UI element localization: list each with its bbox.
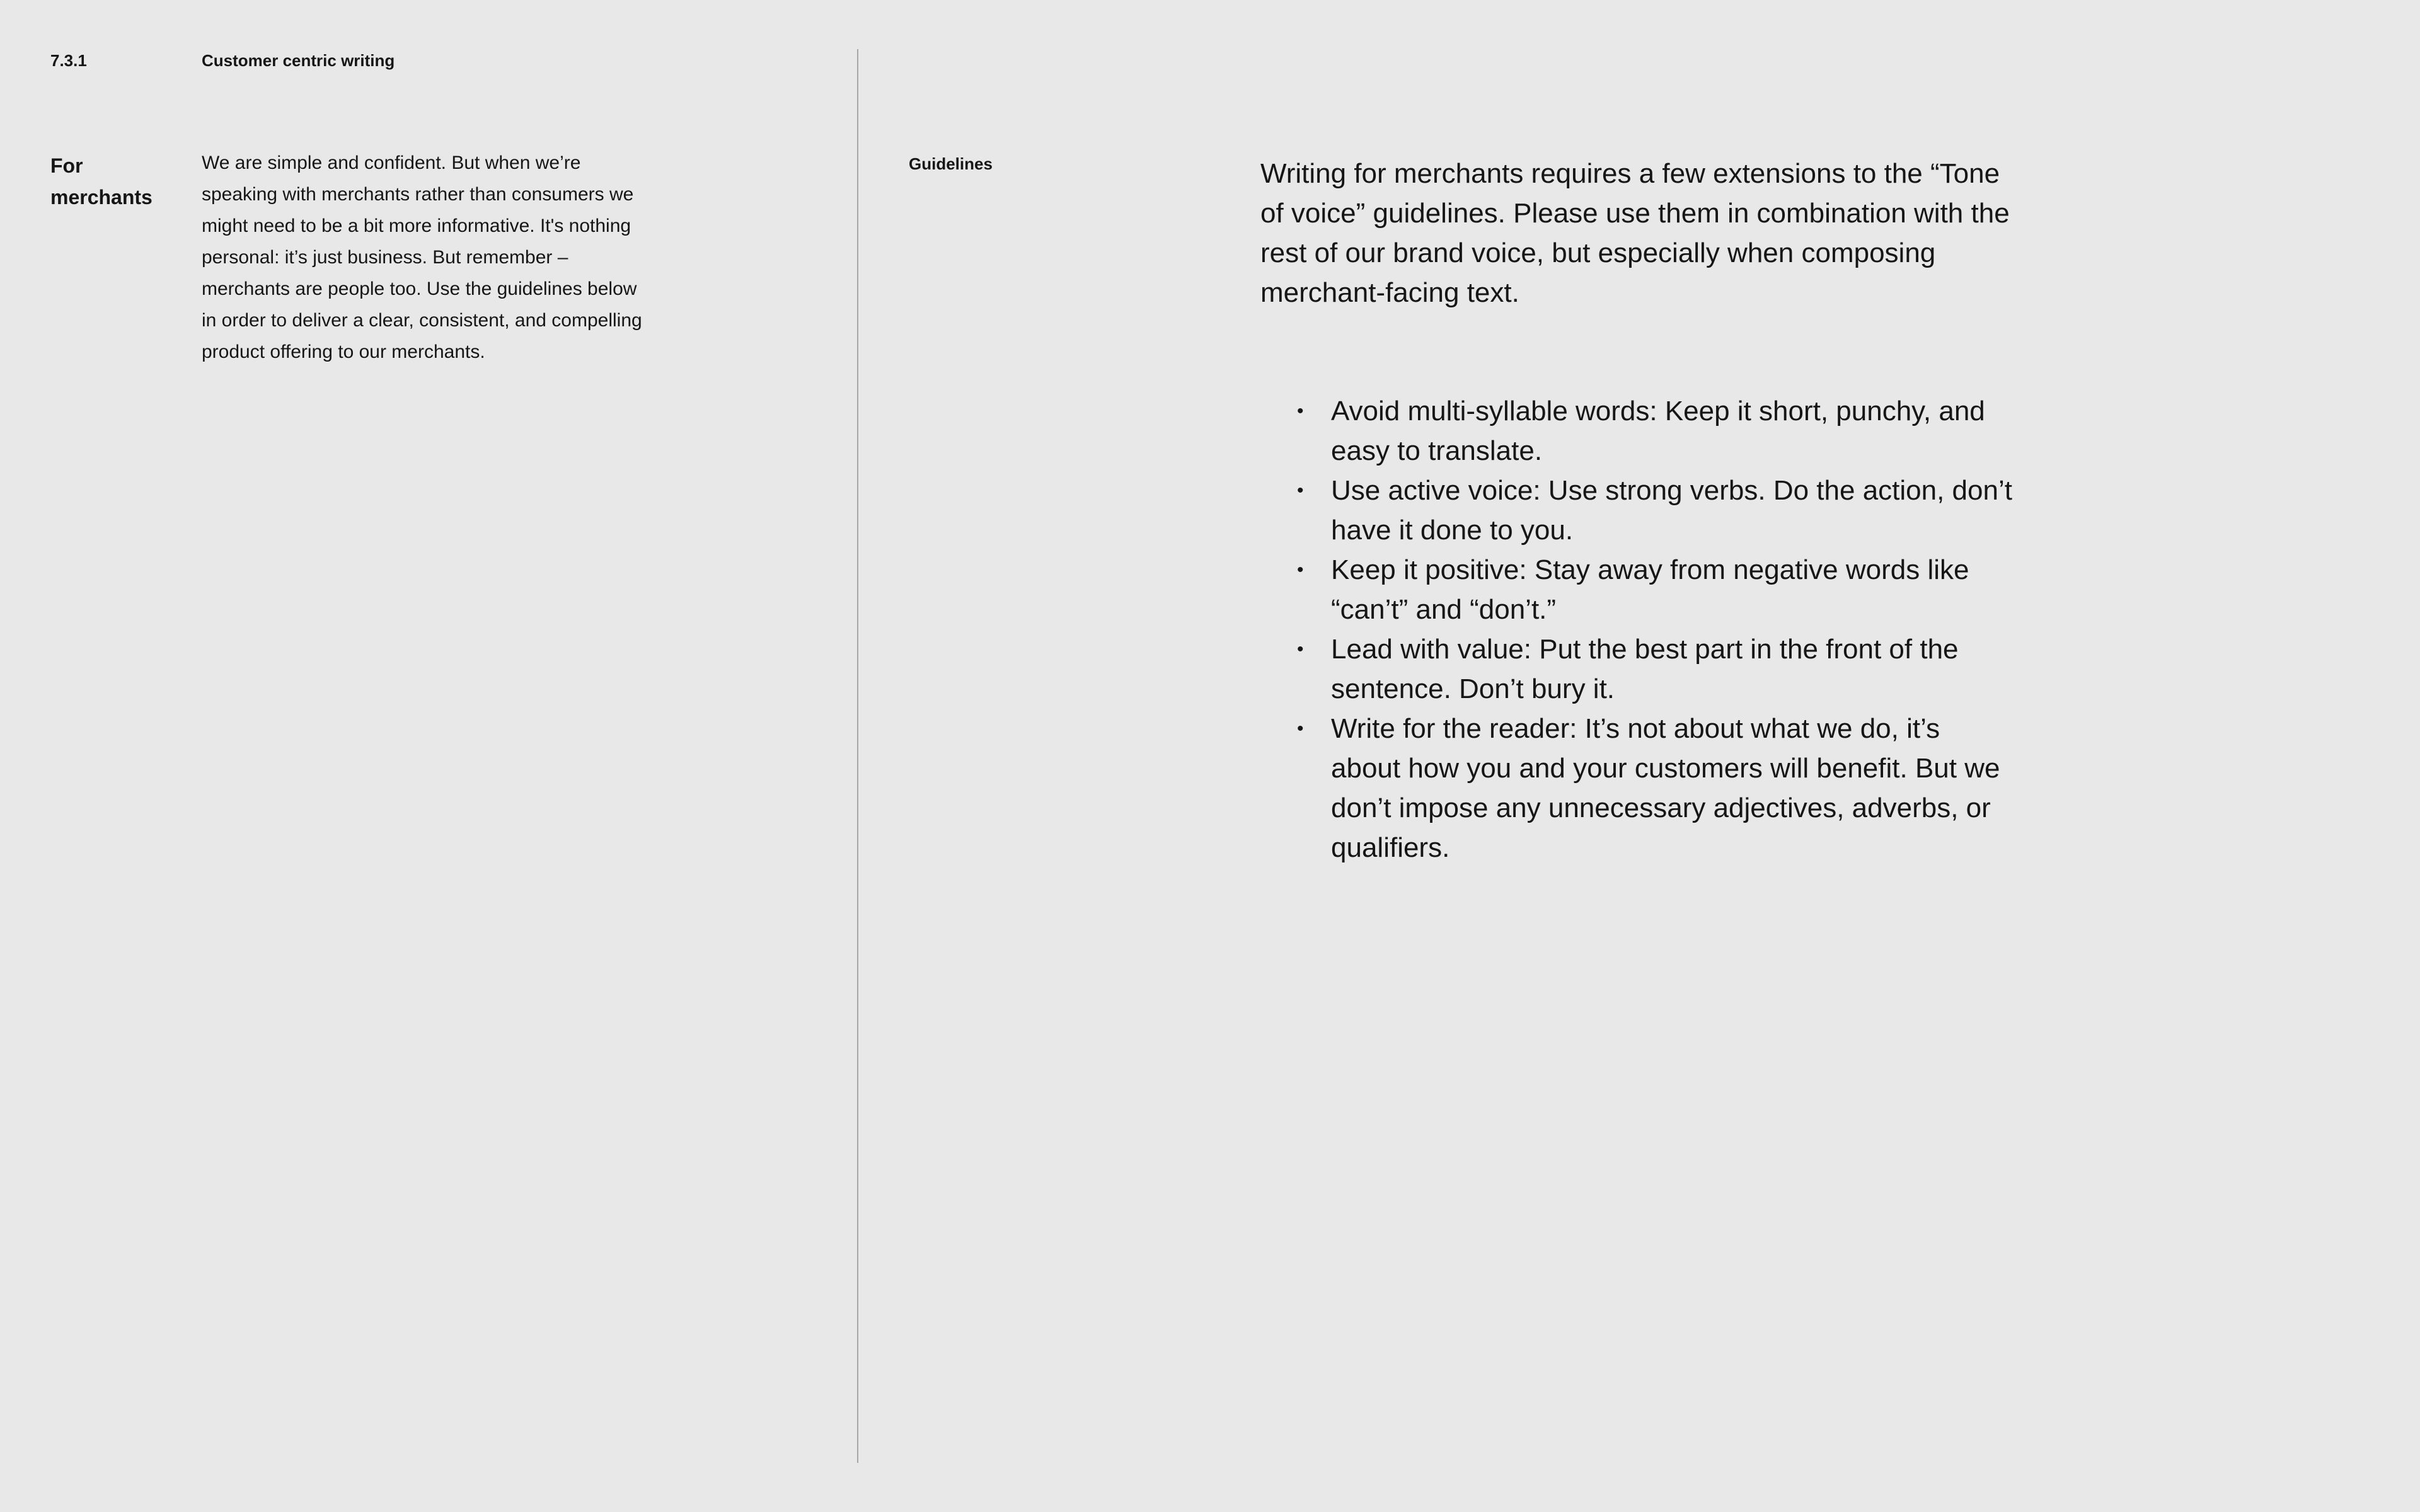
guideline-item — [1260, 550, 2017, 629]
bullet-icon: • — [1297, 401, 1304, 421]
section-title: Customer centric writing — [202, 51, 395, 70]
bullet-icon: • — [1297, 639, 1304, 660]
guidelines-list — [1260, 391, 2017, 868]
bullet-icon: • — [1297, 718, 1304, 739]
guideline-text: Avoid multi-syllable words: Keep it short, punchy, and easy to translate. — [1331, 396, 1985, 466]
guideline-text: Use active voice: Use strong verbs. Do the action, don’t have it done to you. — [1331, 475, 2012, 546]
guideline-text: Lead with value: Put the best part in the front of the sentence. Don’t bury it. — [1331, 634, 1959, 704]
guideline-text: Write for the reader: It’s not about what we do, it’s about how you and your customers will benefit. But we don’t impose any unnecessary adjectives, adverbs, or qualifiers. — [1331, 713, 2000, 863]
guideline-item — [1260, 471, 2017, 550]
bullet-icon: • — [1297, 559, 1304, 580]
guideline-item — [1260, 391, 2017, 471]
bullet-icon: • — [1297, 480, 1304, 501]
guideline-text: Keep it positive: Stay away from negative words like “can’t” and “don’t.” — [1331, 554, 1969, 625]
column-divider — [857, 49, 858, 1463]
guideline-item — [1260, 709, 2017, 868]
guideline-item — [1260, 629, 2017, 709]
side-heading: For merchants — [50, 154, 153, 209]
section-number: 7.3.1 — [50, 51, 87, 70]
guidelines-label: Guidelines — [909, 154, 993, 173]
side-body-text: We are simple and confident. But when we’re speaking with merchants rather than consumers we might need to be a bit more informative. It's nothing personal: it’s just business. But remember – merchants are people too. Use the guidelines below in order to deliver a clear, consistent, and compelling product offering to our merchants. — [202, 152, 642, 362]
guidelines-intro: Writing for merchants requires a few extensions to the “Tone of voice” guidelines. Please use them in combination with the rest of our brand voice, but especially when composing merchant-facing text. — [1260, 158, 2010, 308]
